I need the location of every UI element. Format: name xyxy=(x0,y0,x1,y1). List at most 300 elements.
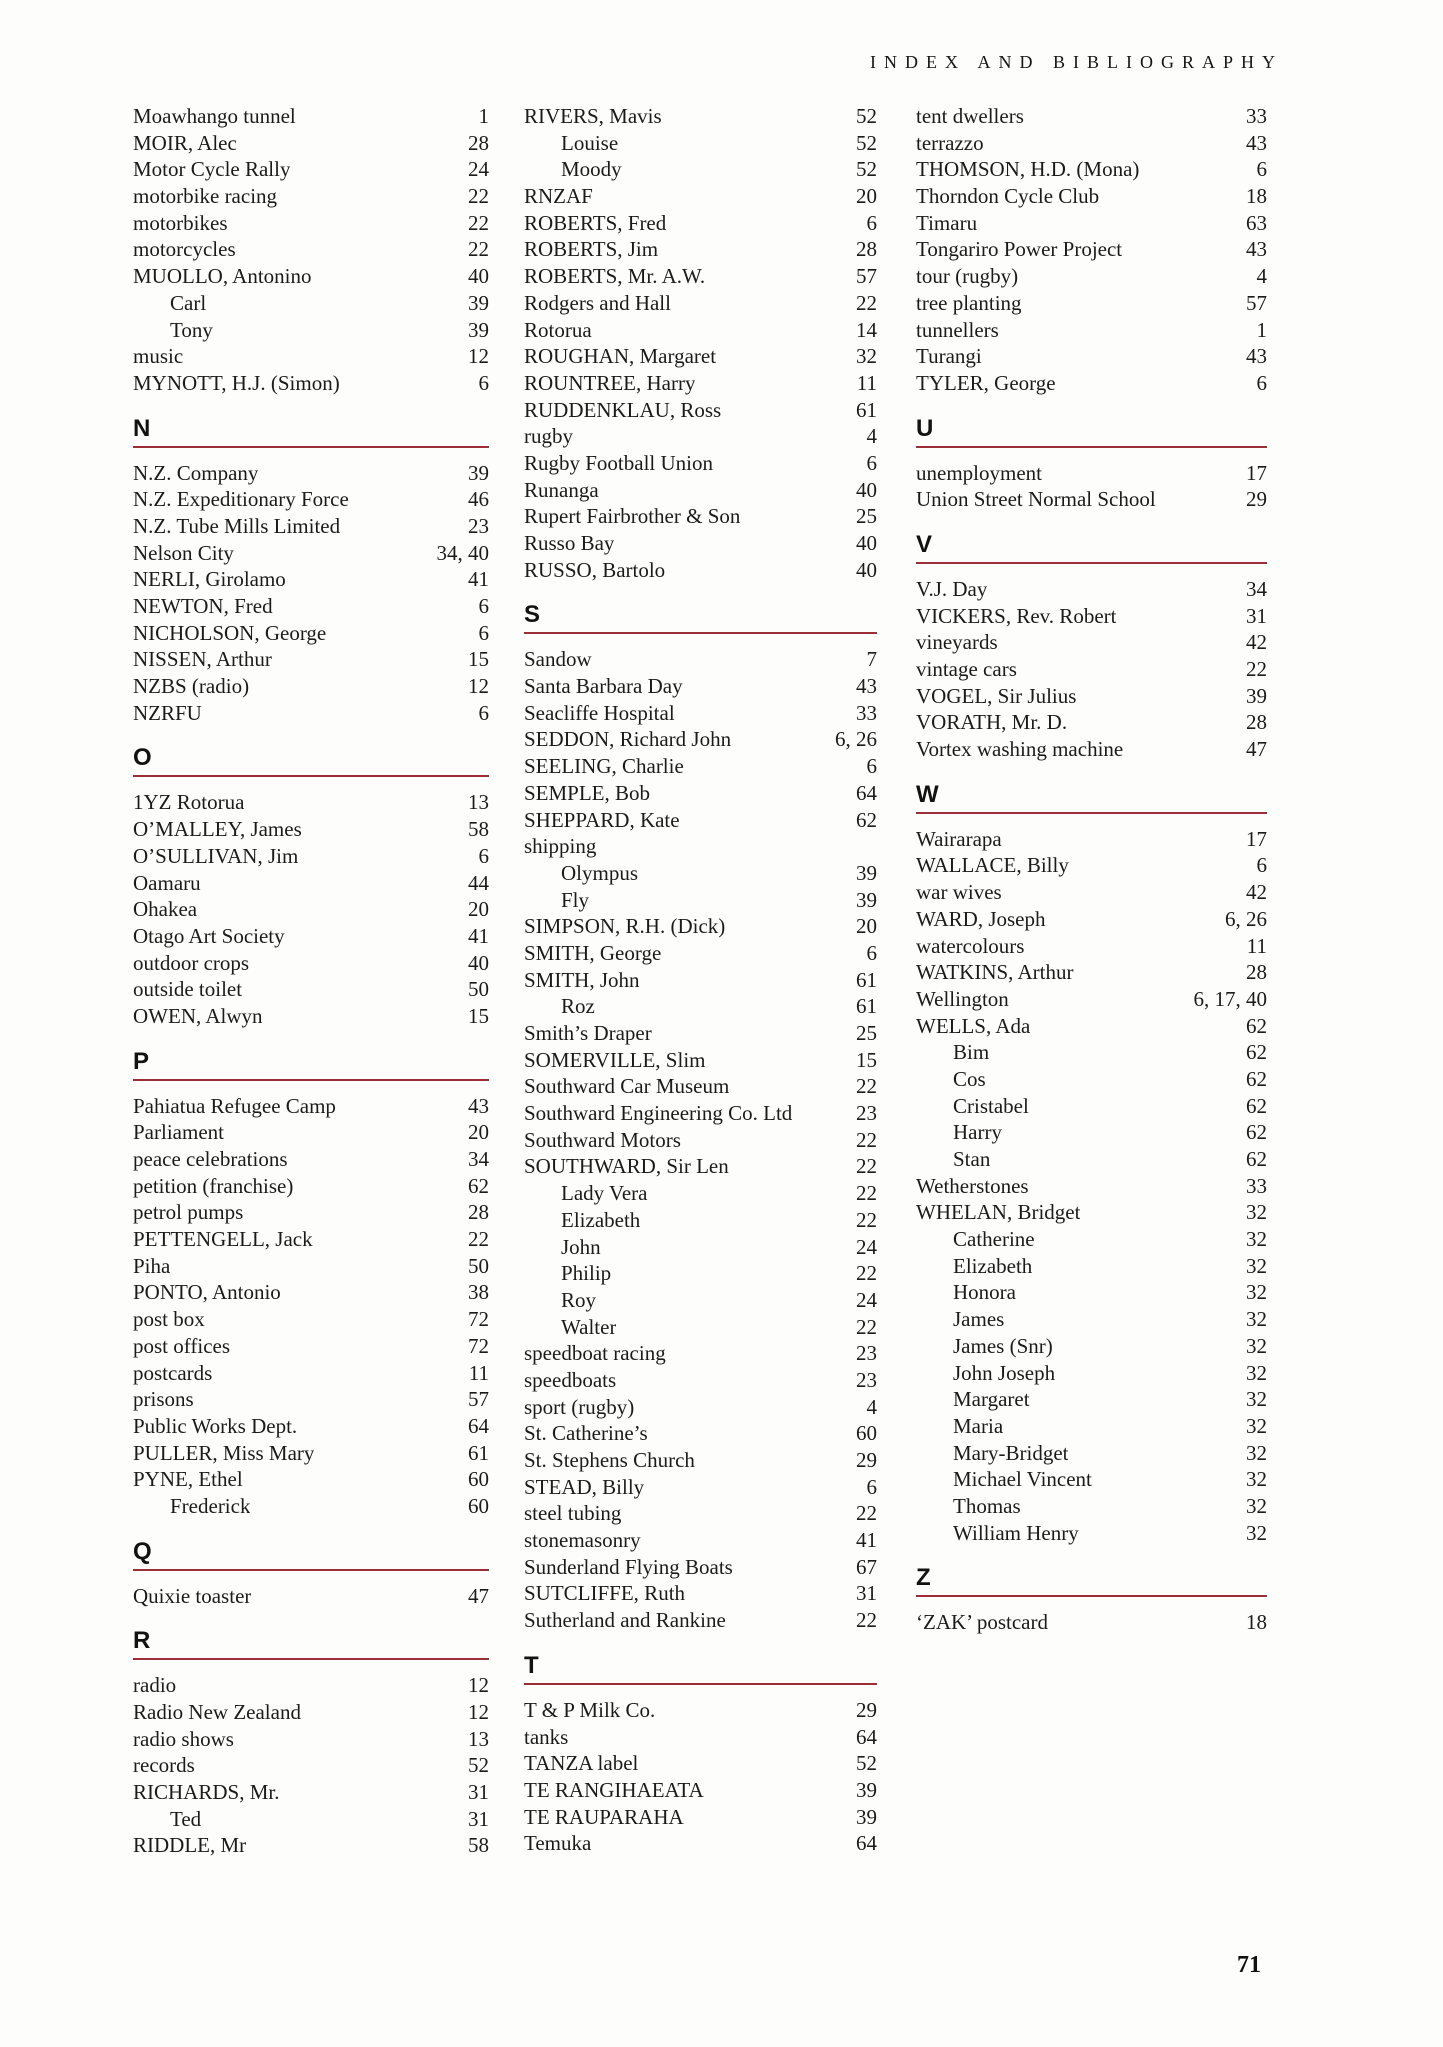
index-entry xyxy=(133,593,489,620)
entry-label: RIDDLE, Mr xyxy=(133,1833,247,1858)
index-entry xyxy=(916,290,1267,317)
entry-label: Harry xyxy=(953,1120,1002,1145)
entry-label: O’SULLIVAN, Jim xyxy=(133,843,299,868)
entry-label: WELLS, Ada xyxy=(916,1013,1031,1038)
entry-page-number: 40 xyxy=(856,531,877,555)
entry-page-number: 44 xyxy=(468,870,489,895)
entry-label: PYNE, Ethel xyxy=(133,1467,243,1492)
entry-label: petition (franchise) xyxy=(133,1173,294,1198)
index-entry xyxy=(133,1253,489,1280)
entry-page-number: 20 xyxy=(856,914,877,939)
index-entry xyxy=(524,156,877,183)
entry-label: TE RAUPARAHA xyxy=(524,1804,684,1829)
index-entry xyxy=(916,1360,1267,1387)
entry-label: SOMERVILLE, Slim xyxy=(524,1047,706,1072)
entry-label: St. Catherine’s xyxy=(524,1421,648,1446)
entry-page-number: 6 xyxy=(1256,157,1267,182)
index-entry xyxy=(524,1607,877,1634)
entry-page-number: 60 xyxy=(468,1493,489,1518)
index-entry xyxy=(916,1119,1267,1146)
entry-label: RICHARDS, Mr. xyxy=(133,1780,280,1805)
entry-label: motorcycles xyxy=(133,237,236,262)
index-entry xyxy=(524,1047,877,1074)
entry-page-number: 32 xyxy=(1246,1333,1267,1358)
index-entry xyxy=(133,183,489,210)
entry-page-number: 28 xyxy=(1246,710,1267,735)
entry-page-number: 62 xyxy=(1246,1040,1267,1065)
index-entry xyxy=(524,1020,877,1047)
entry-page-number: 24 xyxy=(856,1234,877,1259)
index-entry xyxy=(524,477,877,504)
index-entry xyxy=(916,1440,1267,1467)
entry-label: Elizabeth xyxy=(561,1207,641,1232)
entry-page-number: 62 xyxy=(856,807,877,832)
index-entry xyxy=(524,423,877,450)
index-entry xyxy=(133,1279,489,1306)
entry-page-number: 22 xyxy=(856,1154,877,1179)
entry-label: stonemasonry xyxy=(524,1528,641,1553)
entry-label: tunnellers xyxy=(916,317,999,342)
entry-label: Elizabeth xyxy=(953,1253,1033,1278)
entry-page-number: 38 xyxy=(468,1280,489,1305)
entry-page-number: 39 xyxy=(468,317,489,342)
index-entry xyxy=(524,236,877,263)
index-entry xyxy=(133,923,489,950)
index-entry xyxy=(133,1306,489,1333)
entry-page-number: 11 xyxy=(468,1360,489,1385)
index-entry xyxy=(133,317,489,344)
entry-label: NZRFU xyxy=(133,700,202,725)
entry-label: Rodgers and Hall xyxy=(524,290,671,315)
entry-page-number: 41 xyxy=(856,1528,877,1553)
index-entry xyxy=(133,1003,489,1030)
entry-page-number: 57 xyxy=(1246,290,1267,315)
entry-label: Sunderland Flying Boats xyxy=(524,1554,733,1579)
entry-label: SHEPPARD, Kate xyxy=(524,807,680,832)
entry-page-number: 62 xyxy=(468,1173,489,1198)
entry-label: Rupert Fairbrother & Son xyxy=(524,504,741,529)
entry-page-number: 23 xyxy=(468,513,489,538)
entry-label: Moawhango tunnel xyxy=(133,104,296,128)
entry-label: VORATH, Mr. D. xyxy=(916,710,1068,735)
index-entry xyxy=(133,1413,489,1440)
entry-page-number: 20 xyxy=(468,1120,489,1145)
entry-label: PULLER, Miss Mary xyxy=(133,1440,315,1465)
index-entry xyxy=(916,736,1267,763)
index-entry xyxy=(133,1360,489,1387)
entry-page-number: 22 xyxy=(1246,657,1267,681)
section-heading-q: Q xyxy=(133,1540,489,1571)
entry-label: PONTO, Antonio xyxy=(133,1280,281,1305)
entry-page-number: 22 xyxy=(856,1314,877,1339)
index-entry xyxy=(524,1207,877,1234)
entry-page-number: 6, 26 xyxy=(835,727,877,752)
entry-page-number: 4 xyxy=(1256,264,1267,289)
entry-label: Tongariro Power Project xyxy=(916,237,1123,262)
entry-label: SEELING, Charlie xyxy=(524,754,684,779)
index-entry xyxy=(524,1527,877,1554)
index-entry xyxy=(524,290,877,317)
entry-page-number: 57 xyxy=(468,1387,489,1412)
entry-label: SEDDON, Richard John xyxy=(524,727,732,752)
index-entry xyxy=(524,1750,877,1777)
entry-label: unemployment xyxy=(916,460,1042,485)
index-entry xyxy=(916,1609,1267,1636)
index-entry xyxy=(133,1146,489,1173)
entry-label: STEAD, Billy xyxy=(524,1474,645,1499)
entry-page-number: 32 xyxy=(1246,1280,1267,1305)
entry-label: motorbikes xyxy=(133,210,228,235)
entry-page-number: 63 xyxy=(1246,210,1267,235)
entry-label: SOUTHWARD, Sir Len xyxy=(524,1154,729,1179)
index-entry xyxy=(524,1804,877,1831)
entry-label: NISSEN, Arthur xyxy=(133,647,272,672)
entry-page-number: 22 xyxy=(856,1207,877,1232)
entry-label: Carl xyxy=(170,290,207,315)
entry-page-number: 32 xyxy=(1246,1387,1267,1412)
index-entry xyxy=(916,1199,1267,1226)
index-entry xyxy=(916,460,1267,487)
entry-label: WALLACE, Billy xyxy=(916,853,1069,878)
entry-page-number: 52 xyxy=(856,104,877,128)
entry-label: Wetherstones xyxy=(916,1173,1029,1198)
entry-label: Margaret xyxy=(953,1387,1030,1412)
entry-label: Piha xyxy=(133,1253,171,1278)
entry-label: watercolours xyxy=(916,933,1025,958)
index-entry xyxy=(916,933,1267,960)
entry-label: Walter xyxy=(561,1314,617,1339)
entry-label: OWEN, Alwyn xyxy=(133,1003,263,1028)
entry-label: Runanga xyxy=(524,477,599,502)
index-entry xyxy=(524,1260,877,1287)
entry-label: Catherine xyxy=(953,1227,1035,1252)
index-entry xyxy=(524,1100,877,1127)
entry-page-number: 61 xyxy=(468,1440,489,1465)
index-entry xyxy=(524,860,877,887)
entry-page-number: 43 xyxy=(1246,344,1267,369)
entry-page-number: 60 xyxy=(856,1421,877,1446)
entry-page-number: 32 xyxy=(1246,1253,1267,1278)
entry-page-number: 6 xyxy=(478,370,489,395)
entry-page-number: 42 xyxy=(1246,880,1267,905)
entry-label: sport (rugby) xyxy=(524,1394,635,1419)
entry-page-number: 46 xyxy=(468,487,489,512)
entry-page-number: 12 xyxy=(468,1673,489,1698)
entry-page-number: 28 xyxy=(856,237,877,262)
index-entry xyxy=(916,1146,1267,1173)
entry-page-number: 23 xyxy=(856,1341,877,1366)
index-entry xyxy=(524,700,877,727)
entry-page-number: 6 xyxy=(478,620,489,645)
index-entry xyxy=(916,959,1267,986)
entry-page-number: 50 xyxy=(468,1253,489,1278)
entry-label: RIVERS, Mavis xyxy=(524,104,662,128)
index-entry xyxy=(524,317,877,344)
index-entry xyxy=(133,1173,489,1200)
entry-page-number: 42 xyxy=(1246,630,1267,655)
entry-page-number: 64 xyxy=(468,1413,489,1438)
entry-label: William Henry xyxy=(953,1520,1079,1545)
entry-label: vintage cars xyxy=(916,657,1017,681)
index-entry xyxy=(524,940,877,967)
index-entry xyxy=(133,460,489,487)
entry-label: O’MALLEY, James xyxy=(133,817,302,842)
entry-label: music xyxy=(133,344,184,369)
section-heading-v: V xyxy=(916,533,1267,564)
entry-page-number: 22 xyxy=(468,184,489,209)
page-number: 71 xyxy=(1237,1952,1261,1978)
entry-label: Louise xyxy=(561,130,619,155)
entry-page-number: 13 xyxy=(468,790,489,815)
section-heading-t: T xyxy=(524,1654,877,1685)
index-entry xyxy=(524,1180,877,1207)
entry-page-number: 1 xyxy=(478,104,489,128)
index-entry xyxy=(133,870,489,897)
entry-label: Bim xyxy=(953,1040,990,1065)
entry-label: steel tubing xyxy=(524,1501,622,1526)
entry-label: WHELAN, Bridget xyxy=(916,1200,1081,1225)
entry-page-number: 40 xyxy=(468,264,489,289)
index-entry xyxy=(524,1580,877,1607)
index-entry xyxy=(916,1466,1267,1493)
entry-page-number: 41 xyxy=(468,567,489,592)
entry-page-number: 24 xyxy=(468,157,489,182)
entry-page-number: 15 xyxy=(856,1047,877,1072)
index-entry xyxy=(916,1173,1267,1200)
index-entry xyxy=(524,503,877,530)
entry-page-number: 32 xyxy=(1246,1413,1267,1438)
entry-label: WATKINS, Arthur xyxy=(916,960,1074,985)
entry-label: Wairarapa xyxy=(916,826,1002,851)
entry-page-number: 25 xyxy=(856,504,877,529)
entry-label: speedboat racing xyxy=(524,1341,666,1366)
entry-label: tree planting xyxy=(916,290,1022,315)
index-entry xyxy=(524,1420,877,1447)
entry-label: petrol pumps xyxy=(133,1200,244,1225)
entry-page-number: 6 xyxy=(866,754,877,779)
entry-label: NEWTON, Fred xyxy=(133,594,273,618)
index-entry xyxy=(524,1340,877,1367)
entry-page-number: 62 xyxy=(1246,1013,1267,1038)
index-entry xyxy=(916,263,1267,290)
entry-page-number: 12 xyxy=(468,674,489,699)
index-entry xyxy=(916,1039,1267,1066)
entry-page-number: 33 xyxy=(1246,1173,1267,1198)
index-entry xyxy=(916,343,1267,370)
entry-page-number: 32 xyxy=(1246,1200,1267,1225)
entry-page-number: 52 xyxy=(856,1751,877,1776)
entry-label: Nelson City xyxy=(133,540,234,565)
entry-label: Thomas xyxy=(953,1493,1021,1518)
entry-page-number: 32 xyxy=(1246,1227,1267,1252)
entry-page-number: 12 xyxy=(468,344,489,369)
entry-page-number: 50 xyxy=(468,977,489,1002)
index-entry xyxy=(133,1493,489,1520)
entry-page-number: 62 xyxy=(1246,1066,1267,1091)
index-entry xyxy=(916,1253,1267,1280)
entry-label: peace celebrations xyxy=(133,1147,288,1171)
entry-label: Rugby Football Union xyxy=(524,450,714,475)
entry-label: SUTCLIFFE, Ruth xyxy=(524,1581,686,1606)
index-entry xyxy=(524,1697,877,1724)
index-column-3 xyxy=(916,103,1267,1636)
index-entry xyxy=(524,967,877,994)
entry-label: Southward Motors xyxy=(524,1127,681,1152)
entry-label: Southward Car Museum xyxy=(524,1074,730,1099)
entry-label: John Joseph xyxy=(953,1360,1056,1385)
entry-label: MUOLLO, Antonino xyxy=(133,264,312,289)
index-entry xyxy=(916,1093,1267,1120)
entry-page-number: 6 xyxy=(478,594,489,618)
entry-label: postcards xyxy=(133,1360,213,1385)
entry-page-number: 32 xyxy=(1246,1440,1267,1465)
entry-label: Oamaru xyxy=(133,870,201,895)
entry-page-number: 61 xyxy=(856,967,877,992)
entry-page-number: 4 xyxy=(866,424,877,449)
entry-page-number: 32 xyxy=(856,344,877,369)
entry-page-number: 29 xyxy=(856,1697,877,1722)
entry-label: Vortex washing machine xyxy=(916,737,1124,762)
index-entry xyxy=(524,1234,877,1261)
index-entry xyxy=(916,210,1267,237)
entry-page-number: 39 xyxy=(1246,683,1267,708)
index-entry xyxy=(133,236,489,263)
entry-label: Southward Engineering Co. Ltd xyxy=(524,1101,793,1126)
entry-label: RUSSO, Bartolo xyxy=(524,557,666,582)
entry-label: Temuka xyxy=(524,1831,592,1856)
entry-label: T & P Milk Co. xyxy=(524,1697,656,1722)
index-entry xyxy=(524,183,877,210)
entry-label: SMITH, George xyxy=(524,940,662,965)
entry-page-number: 17 xyxy=(1246,460,1267,485)
entry-page-number: 60 xyxy=(468,1467,489,1492)
entry-label: Cristabel xyxy=(953,1093,1029,1118)
entry-label: RUDDENKLAU, Ross xyxy=(524,397,722,422)
entry-label: Santa Barbara Day xyxy=(524,674,683,699)
entry-label: records xyxy=(133,1753,195,1778)
entry-page-number: 64 xyxy=(856,1724,877,1749)
entry-page-number: 43 xyxy=(1246,130,1267,155)
entry-label: RNZAF xyxy=(524,184,593,209)
entry-page-number: 61 xyxy=(856,397,877,422)
entry-page-number: 22 xyxy=(468,237,489,262)
entry-label: ROUNTREE, Harry xyxy=(524,370,696,395)
entry-page-number: 32 xyxy=(1246,1493,1267,1518)
entry-page-number: 32 xyxy=(1246,1520,1267,1545)
index-entry xyxy=(133,486,489,513)
index-entry xyxy=(524,1474,877,1501)
index-entry xyxy=(133,1583,489,1610)
index-entry xyxy=(916,1066,1267,1093)
index-entry xyxy=(916,683,1267,710)
entry-label: TE RANGIHAEATA xyxy=(524,1777,704,1802)
entry-page-number: 32 xyxy=(1246,1307,1267,1332)
index-entry xyxy=(524,993,877,1020)
index-entry xyxy=(133,1386,489,1413)
entry-label: THOMSON, H.D. (Mona) xyxy=(916,157,1140,182)
entry-label: tanks xyxy=(524,1724,569,1749)
index-entry xyxy=(133,263,489,290)
index-entry xyxy=(133,1806,489,1833)
index-entry xyxy=(133,1119,489,1146)
entry-page-number: 39 xyxy=(468,460,489,485)
entry-label: radio shows xyxy=(133,1726,234,1751)
index-entry xyxy=(916,986,1267,1013)
index-entry xyxy=(916,1279,1267,1306)
entry-label: VICKERS, Rev. Robert xyxy=(916,603,1117,628)
index-entry xyxy=(524,1394,877,1421)
index-entry xyxy=(524,263,877,290)
section-heading-w: W xyxy=(916,783,1267,814)
index-entry xyxy=(916,130,1267,157)
entry-label: Motor Cycle Rally xyxy=(133,157,291,182)
entry-label: Pahiatua Refugee Camp xyxy=(133,1093,336,1118)
entry-label: Stan xyxy=(953,1147,991,1171)
entry-label: vineyards xyxy=(916,630,998,655)
entry-page-number: 31 xyxy=(856,1581,877,1606)
entry-label: Michael Vincent xyxy=(953,1467,1092,1492)
index-entry xyxy=(133,513,489,540)
index-entry xyxy=(524,210,877,237)
entry-page-number: 22 xyxy=(856,1608,877,1633)
index-entry xyxy=(133,1779,489,1806)
index-entry xyxy=(916,317,1267,344)
running-head: INDEX AND BIBLIOGRAPHY xyxy=(870,52,1283,72)
section-heading-p: P xyxy=(133,1050,489,1081)
entry-page-number: 25 xyxy=(856,1021,877,1045)
entry-page-number: 39 xyxy=(856,1804,877,1829)
entry-page-number: 33 xyxy=(1246,104,1267,128)
index-entry xyxy=(133,156,489,183)
index-entry xyxy=(916,656,1267,683)
entry-label: James xyxy=(953,1307,1005,1332)
entry-label: motorbike racing xyxy=(133,184,278,209)
entry-page-number: 23 xyxy=(856,1101,877,1126)
entry-page-number: 28 xyxy=(1246,960,1267,985)
index-entry xyxy=(524,1554,877,1581)
index-entry xyxy=(133,1333,489,1360)
entry-label: SMITH, John xyxy=(524,967,640,992)
index-entry xyxy=(524,1073,877,1100)
entry-label: James (Snr) xyxy=(953,1333,1053,1358)
entry-page-number: 39 xyxy=(468,290,489,315)
entry-page-number: 6, 26 xyxy=(1225,906,1267,931)
index-entry xyxy=(524,1500,877,1527)
entry-page-number: 34 xyxy=(1246,576,1267,601)
entry-label: Roz xyxy=(561,994,595,1019)
entry-page-number: 15 xyxy=(468,647,489,672)
index-entry xyxy=(133,1832,489,1859)
entry-page-number: 17 xyxy=(1246,826,1267,851)
index-entry xyxy=(524,397,877,424)
index-entry xyxy=(524,1447,877,1474)
entry-page-number: 31 xyxy=(468,1806,489,1831)
entry-page-number: 62 xyxy=(1246,1147,1267,1171)
section-heading-u: U xyxy=(916,417,1267,448)
entry-label: Lady Vera xyxy=(561,1181,648,1206)
entry-page-number: 12 xyxy=(468,1700,489,1724)
entry-page-number: 67 xyxy=(856,1554,877,1579)
entry-page-number: 32 xyxy=(1246,1467,1267,1492)
entry-label: N.Z. Expeditionary Force xyxy=(133,487,349,512)
index-entry xyxy=(133,370,489,397)
index-entry xyxy=(133,700,489,727)
entry-page-number: 39 xyxy=(856,1777,877,1802)
index-column-1 xyxy=(133,103,489,1859)
entry-page-number: 28 xyxy=(468,1200,489,1225)
entry-label: Quixie toaster xyxy=(133,1583,252,1608)
entry-page-number: 28 xyxy=(468,130,489,155)
